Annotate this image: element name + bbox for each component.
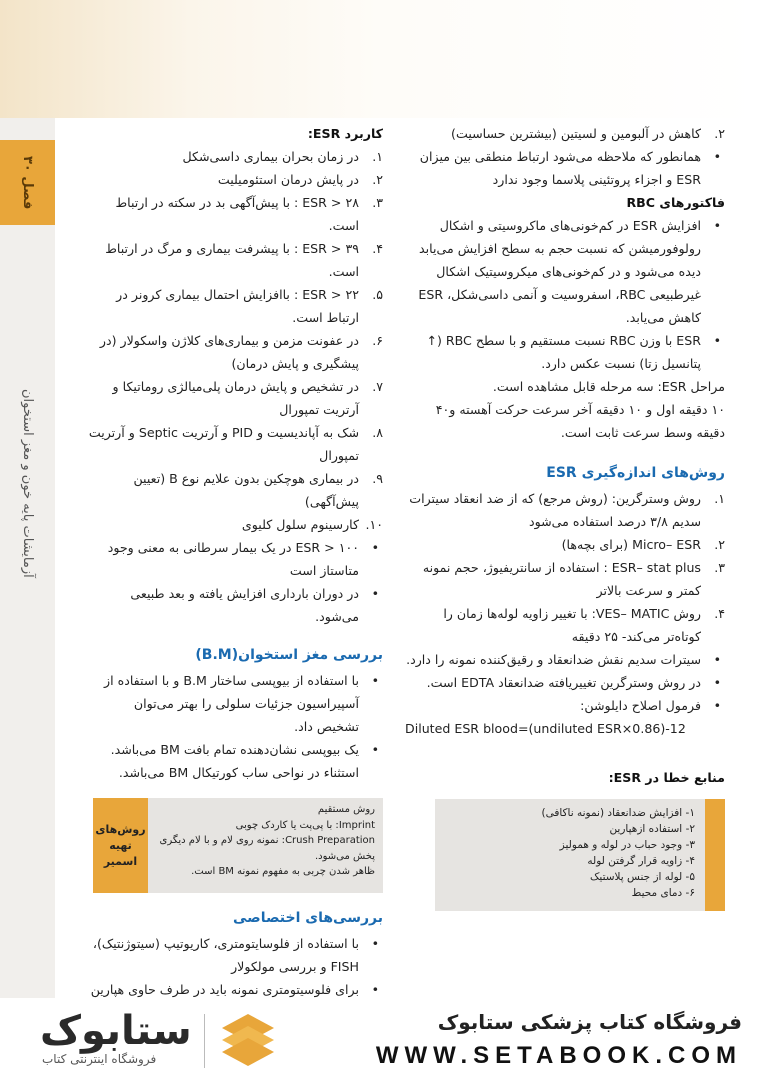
error-item: ۶- دمای محیط — [631, 887, 695, 899]
top-banner — [0, 0, 760, 118]
chapter-tab — [0, 140, 55, 225]
list-item: • یک بیوپسی نشان‌دهنده تمام بافت BM می‌باشد. استثناء در نواحی ساب کورتیکال BM می‌باشد. — [110, 742, 379, 780]
logo-tagline: فروشگاه اینترنتی کتاب — [42, 1052, 157, 1066]
list-item: • افزایش ESR در کم‌خونی‌های ماکروسیتی و اشکال رولوفورمیشن که نسبت حجم به سطح افزایش می‌یابد دیده می‌شود و در کم‌خونی‌های میکروسیتیک اشکال غیرطبیعی RBC، اسفروسیت و آنمی داسی‌شکل، ESR کاهش می‌یابد. — [418, 218, 721, 325]
uses-heading: کاربرد ESR: — [307, 126, 383, 141]
list-item: ۹. در بیماری هوچکین بدون علایم نوع B (تعیین پیش‌آگهی) — [133, 471, 383, 509]
logo-divider — [204, 1014, 205, 1068]
phases-text: مراحل ESR: سه مرحله قابل مشاهده است. — [492, 379, 725, 394]
bm-heading: بررسی مغز استخوان(B.M) — [195, 647, 383, 663]
chapter-number: فصل ۳۰ — [20, 155, 35, 210]
store-logo — [22, 1006, 322, 1074]
methods-list — [405, 487, 725, 648]
error-list — [435, 799, 705, 911]
error-item: ۲- استفاده ازهپارین — [609, 823, 695, 835]
uses-notes — [88, 536, 383, 628]
protein-note — [405, 145, 725, 191]
protein-list — [405, 122, 725, 145]
error-box — [405, 799, 725, 911]
right-column — [405, 122, 725, 911]
error-item: ۵- لوله از جنس پلاستیک — [590, 871, 695, 883]
methods-notes — [405, 648, 725, 717]
list-item: ۲. Micro– ESR (برای بچه‌ها) — [561, 537, 725, 552]
smear-method-line: روش مستقیم — [317, 804, 375, 815]
uses-list — [88, 145, 383, 536]
list-item: ۲. در پایش درمان استئومیلیت — [217, 172, 383, 187]
left-column — [88, 122, 383, 1070]
smear-methods-label: روش‌های تهیه اسمیر — [93, 798, 148, 893]
logo-wordmark: ستابوک — [40, 1008, 192, 1054]
smear-method-line: Imprint: با پی‌پت یا کاردک چوبی — [235, 819, 375, 831]
list-item: ۱. در زمان بحران بیماری داسی‌شکل — [182, 149, 383, 164]
store-title: فروشگاه کتاب پزشکی ستابوک — [437, 1010, 742, 1034]
list-item: ۴. روش VES– MATIC: با تغییر زاویه لوله‌ها زمان را کوتاه‌تر می‌کند- ۲۵ دقیقه — [443, 606, 725, 644]
list-item: ۱۰. کارسینوم سلول کلیوی — [241, 517, 383, 532]
smear-method-line: Crush Preparation: نمونه روی لام و با لام دیگری پخش می‌شود. — [159, 835, 375, 862]
chapter-sidebar — [0, 118, 55, 998]
list-item: ۴. ESR > ۳۹ : با پیشرفت بیماری و مرگ در ارتباط است. — [105, 241, 383, 279]
error-item: ۱- افزایش ضدانعقاد (نمونه ناکافی) — [541, 807, 695, 819]
store-url[interactable]: WWW.SETABOOK.COM — [375, 1042, 742, 1069]
list-item: ۱. روش وسترگرین: (روش مرجع) که از ضد انعقاد سیترات سدیم ۳/۸ درصد استفاده می‌شود — [409, 491, 725, 529]
error-item: ۳- وجود حباب در لوله و همولیز — [559, 839, 695, 851]
phases-text-2: ۱۰ دقیقه اول و ۱۰ دقیقه آخر سرعت حرکت آهسته و۴۰ دقیقه وسط سرعت ثابت است. — [435, 402, 725, 440]
list-item: ۷. در تشخیص و پایش درمان پلی‌میالژی روماتیکا و آرتریت تمپورال — [112, 379, 383, 417]
smear-methods-box — [88, 798, 383, 893]
list-item: • ESR با وزن RBC نسبت مستقیم و با سطح RBC (↑ پتانسیل زتا) نسبت عکس دارد. — [426, 333, 721, 371]
error-box-accent — [705, 799, 725, 911]
list-item: • برای فلوسیتومتری نمونه باید در طرف حاوی هپارین — [90, 982, 379, 997]
list-item: ۸. شک به آپاندیسیت و PID و آرتریت Septic و آرتریت تمپورال — [88, 425, 383, 463]
store-footer — [0, 998, 760, 1080]
list-item: • در روش وسترگرین تغییریافته ضدانعقاد EDTA است. — [426, 675, 721, 690]
list-item: • همانطور که ملاحظه می‌شود ارتباط منطقی بین میزان ESR و اجزاء پروتئینی پلاسما وجود ندارد — [419, 149, 721, 187]
rbc-list — [405, 214, 725, 375]
list-item: • ESR > ۱۰۰ در یک بیمار سرطانی به معنی وجود متاستاز است — [107, 540, 379, 578]
dilution-formula: Diluted ESR blood=(undiluted ESR×0.86)-12 — [405, 721, 686, 736]
list-item: • در دوران بارداری افزایش یافته و بعد طبیعی می‌شود. — [130, 586, 379, 624]
chapter-subtitle: آزمایشات پایه خون و مغز استخوان — [20, 388, 35, 578]
smear-method-line: ظاهر شدن چربی به مفهوم نمونه BM است. — [191, 866, 375, 877]
rbc-heading: فاکتورهای RBC — [626, 195, 725, 210]
list-item: ۳. ESR– stat plus : استفاده از سانتریفیوژ، حجم نمونه کمتر و سرعت بالاتر — [422, 560, 725, 598]
list-item: ۶. در عفونت مزمن و بیماری‌های کلاژن واسکولار (در پیشگیری و پایش درمان) — [99, 333, 383, 371]
list-item: ۳. ESR > ۲۸ : با پیش‌آگهی بد در سکته در ارتباط است. — [115, 195, 383, 233]
error-heading: منابع خطا در ESR: — [608, 770, 725, 785]
list-item: ۲. کاهش در آلبومین و لسیتین (بیشترین حساسیت) — [451, 126, 725, 141]
bm-list — [88, 669, 383, 784]
list-item: • فرمول اصلاح دایلوشن: — [580, 698, 721, 713]
list-item: • با استفاده از بیوپسی ساختار B.M و با استفاده از آسپیراسیون جزئیات سلولی را بهتر می‌توان تشخیص داد. — [104, 673, 379, 734]
error-item: ۴- زاویه قرار گرفتن لوله — [587, 855, 695, 867]
special-heading: بررسی‌های اختصاصی — [233, 910, 383, 926]
list-item: ۵. ESR > ۲۲ : باافزایش احتمال بیماری کرونر در ارتباط است. — [116, 287, 383, 325]
list-item: • سیترات سدیم نقش ضدانعقاد و رقیق‌کننده نمونه را دارد. — [406, 652, 721, 667]
methods-heading: روش‌های اندازه‌گیری ESR — [546, 465, 725, 481]
smear-methods-list — [148, 798, 383, 893]
list-item: • با استفاده از فلوسایتومتری، کاریوتیپ (سیتوژنتیک)، FISH و بررسی مولکولار — [92, 936, 379, 974]
